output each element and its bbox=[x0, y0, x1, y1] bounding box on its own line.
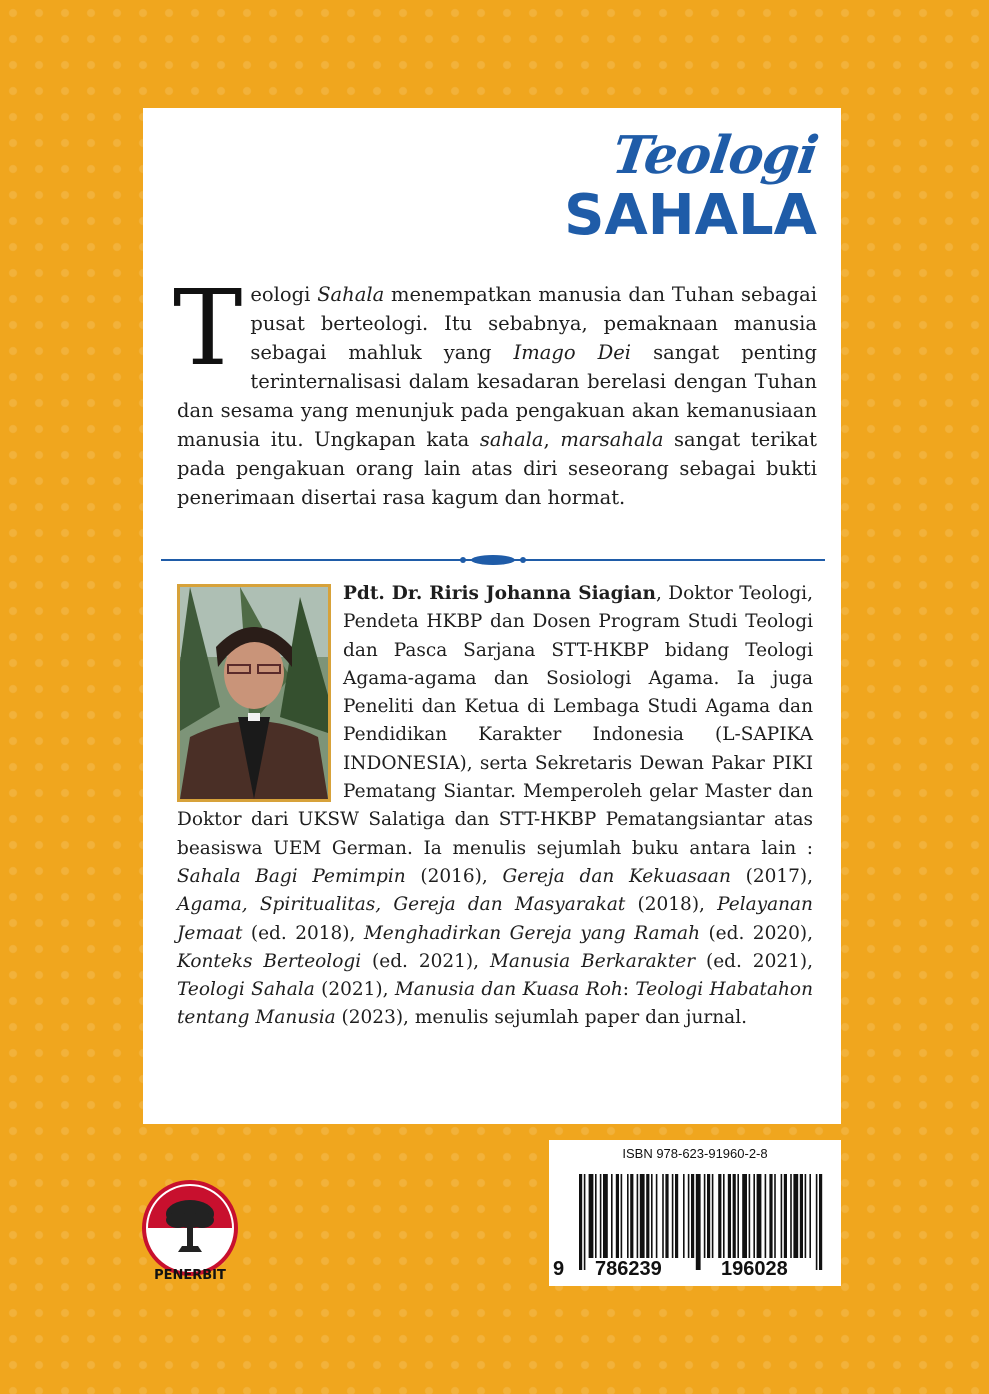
bio-segment-5: Agama, Spiritualitas, Gereja dan Masyarakat bbox=[177, 894, 626, 916]
barcode-bar bbox=[691, 1174, 694, 1258]
bio-segment-10: (ed. 2020), bbox=[699, 922, 813, 944]
barcode-bar bbox=[781, 1174, 783, 1258]
publisher-label: PENERBIT bbox=[154, 1268, 226, 1283]
barcode-bar bbox=[704, 1174, 706, 1258]
barcode-bar bbox=[718, 1174, 721, 1258]
barcode-bar bbox=[728, 1174, 731, 1258]
barcode-bar bbox=[627, 1174, 629, 1258]
barcode-bar bbox=[662, 1174, 664, 1258]
bio-segment-16: (2021), bbox=[314, 979, 395, 1001]
barcode-bar bbox=[819, 1174, 822, 1270]
bio-segment-11: Konteks Berteologi bbox=[177, 950, 362, 972]
photo-spacer bbox=[177, 580, 343, 804]
bio-segment-15: Teologi Sahala bbox=[177, 979, 315, 1001]
barcode-bar bbox=[800, 1174, 803, 1258]
barcode-bar bbox=[675, 1174, 678, 1258]
blurb-segment-8: sangat terikat pada pengakuan orang lain atas diri seseorang sebagai bukti penerimaan disertai rasa kagum dan hormat. bbox=[177, 428, 818, 509]
blurb-segment-6: , bbox=[543, 428, 561, 451]
barcode-bar bbox=[616, 1174, 619, 1258]
barcode-bar bbox=[584, 1174, 586, 1270]
barcode-bar bbox=[749, 1174, 751, 1258]
barcode-bar bbox=[816, 1174, 818, 1270]
barcode-bar bbox=[589, 1174, 594, 1258]
barcode-bar bbox=[595, 1174, 597, 1258]
barcode-bar bbox=[712, 1174, 714, 1258]
barcode-digits-left: 786239 bbox=[595, 1258, 662, 1280]
barcode-bar bbox=[723, 1174, 725, 1258]
barcode-bar bbox=[637, 1174, 639, 1258]
barcode-bar bbox=[646, 1174, 649, 1258]
section-divider bbox=[161, 550, 825, 570]
barcode-bar bbox=[790, 1174, 792, 1258]
bio-segment-3: Gereja dan Kekuasaan bbox=[502, 865, 731, 887]
bio-segment-7: Pelayanan Jemaat bbox=[177, 894, 813, 944]
barcode-bar bbox=[737, 1174, 739, 1258]
bio-segment-0: , Doktor Teologi, Pendeta HKBP dan Dosen Program Studi Teologi dan Pasca Sarjana STT-HKBP bidang Teologi Agama-agama dan Sosiologi Agama. Ia juga Peneliti dan Ketua di Lembaga Studi Agama dan Pendidikan Karakter Indonesia (L-SAPIKA INDONESIA), serta Sekretaris Dewan Pakar PIKI Pematang Siantar. Memperoleh gelar Master dan Doktor dari UKSW Salatiga dan STT-HKBP Pematangsiantar atas beasiswa UEM German. Ia menulis sejumlah buku antara lain : bbox=[177, 583, 813, 859]
blurb-segment-4: sangat penting terinternalisasi dalam kesadaran berelasi dengan Tuhan dan sesama yang menunjuk pada pengakuan akan kemanusiaan manusia itu. Ungkapan kata bbox=[177, 341, 817, 451]
blurb-segment-2: menempatkan manusia dan Tuhan sebagai pusat berteologi. Itu sebabnya, pemaknaan manusia sebagai mahluk yang bbox=[250, 283, 817, 364]
bio-segment-12: (ed. 2021), bbox=[361, 950, 490, 972]
bio-segment-18: : bbox=[622, 979, 636, 1001]
barcode-bar bbox=[630, 1174, 633, 1258]
barcode-bar bbox=[805, 1174, 807, 1258]
isbn-label: ISBN 978-623-91960-2-8 bbox=[622, 1146, 768, 1161]
barcode-bar bbox=[688, 1174, 690, 1258]
barcode-digits-right: 196028 bbox=[721, 1258, 788, 1280]
back-cover-panel bbox=[143, 108, 841, 1124]
book-title bbox=[564, 124, 822, 250]
blurb-segment-3: Imago Dei bbox=[513, 341, 632, 364]
barcode-bar bbox=[600, 1174, 602, 1258]
title-script: Teologi bbox=[608, 125, 822, 186]
barcode-bar bbox=[656, 1174, 658, 1258]
barcode-bar bbox=[696, 1174, 701, 1270]
blurb-segment-7: marsahala bbox=[560, 428, 664, 451]
barcode-bar bbox=[621, 1174, 623, 1258]
bio-segment-8: (ed. 2018), bbox=[242, 922, 364, 944]
barcode-bar bbox=[707, 1174, 710, 1258]
blurb-paragraph bbox=[173, 267, 818, 512]
title-main: SAHALA bbox=[564, 183, 817, 248]
barcode-bar bbox=[579, 1174, 582, 1270]
barcode-bar bbox=[742, 1174, 747, 1258]
author-bio bbox=[177, 580, 813, 1033]
barcode-bar bbox=[757, 1174, 762, 1258]
barcode-bar bbox=[651, 1174, 653, 1258]
barcode-bar bbox=[672, 1174, 674, 1258]
barcode-box bbox=[549, 1140, 841, 1286]
barcode-bar bbox=[774, 1174, 776, 1258]
blurb-segment-0: eologi bbox=[250, 283, 318, 306]
barcode-bar bbox=[603, 1174, 608, 1258]
bio-segment-6: (2018), bbox=[625, 894, 718, 916]
bio-segment-4: (2017), bbox=[730, 865, 814, 887]
barcode-bar bbox=[809, 1174, 811, 1258]
barcode-digit-lead: 9 bbox=[553, 1258, 565, 1280]
author-name: Pdt. Dr. Riris Johanna Siagian bbox=[343, 583, 657, 604]
barcode-bar bbox=[733, 1174, 736, 1258]
bio-segment-14: (ed. 2021), bbox=[695, 950, 813, 972]
barcode-bar bbox=[665, 1174, 668, 1258]
barcode-bar bbox=[683, 1174, 685, 1258]
bio-segment-13: Manusia Berkarakter bbox=[489, 950, 696, 972]
barcode-bar bbox=[793, 1174, 798, 1258]
bio-segment-2: (2016), bbox=[405, 865, 503, 887]
drop-cap: T bbox=[173, 267, 243, 389]
bio-segment-19: Teologi Habatahon tentang Manusia bbox=[177, 979, 813, 1029]
barcode-bar bbox=[769, 1174, 772, 1258]
bio-segment-9: Menghadirkan Gereja yang Ramah bbox=[363, 922, 700, 944]
barcode-bar bbox=[640, 1174, 645, 1258]
bio-segment-17: Manusia dan Kuasa Roh bbox=[394, 979, 623, 1001]
bio-segment-1: Sahala Bagi Pemimpin bbox=[177, 865, 406, 887]
barcode-bar bbox=[611, 1174, 613, 1258]
barcode-bar bbox=[753, 1174, 755, 1258]
barcode-bar bbox=[765, 1174, 767, 1258]
barcode-bar bbox=[784, 1174, 787, 1258]
bio-segment-20: (2023), menulis sejumlah paper dan jurnal. bbox=[335, 1007, 748, 1029]
blurb-segment-1: Sahala bbox=[317, 283, 385, 306]
blurb-segment-5: sahala bbox=[479, 428, 544, 451]
